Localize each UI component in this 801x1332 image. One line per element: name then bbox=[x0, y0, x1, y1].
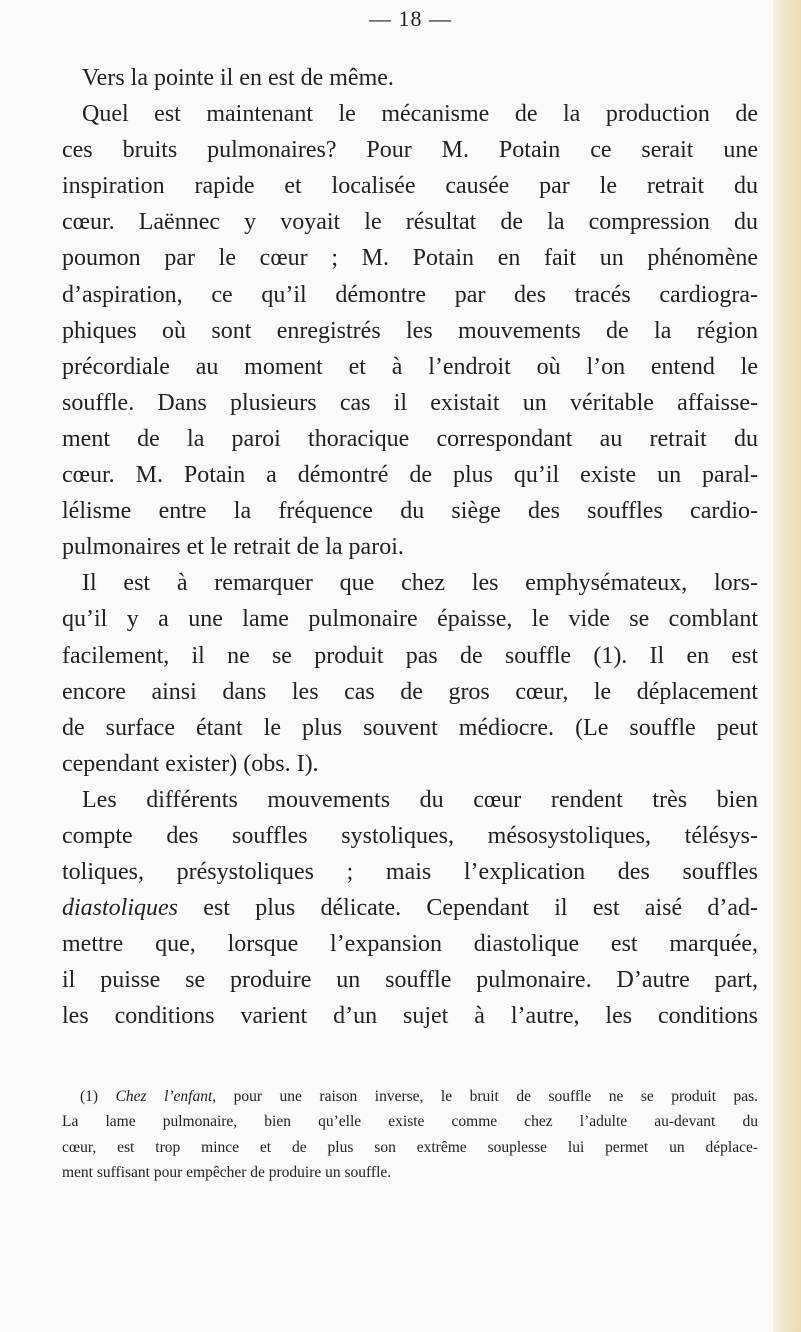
text-line: précordiale au moment et à l’endroit où l’on entend le bbox=[62, 353, 758, 380]
text-line-rest: est plus délicate. Cependant il est aisé d’ad- bbox=[203, 895, 758, 922]
text-line: phiques où sont enregistrés les mouvements de la région bbox=[62, 317, 758, 344]
text-line: lélisme entre la fréquence du siège des souffles cardio- bbox=[62, 498, 758, 525]
footnote-line: cœur, est trop mince et de plus son extrême souplesse lui permet un déplace- bbox=[62, 1138, 758, 1156]
text-line: il puisse se produire un souffle pulmonaire. D’autre part, bbox=[62, 967, 758, 994]
text-line: qu’il y a une lame pulmonaire épaisse, le vide se comblant bbox=[62, 606, 758, 633]
text-line bbox=[62, 890, 758, 926]
text-line: inspiration rapide et localisée causée par le retrait du bbox=[62, 173, 758, 200]
text-line: souffle. Dans plusieurs cas il existait un véritable affaisse- bbox=[62, 389, 758, 416]
footnote-text: pour une raison inverse, le bruit de souffle ne se produit pas. bbox=[233, 1088, 759, 1105]
footnote-line: La lame pulmonaire, bien qu’elle existe comme chez l’adulte au-devant du bbox=[62, 1113, 758, 1131]
footnote-line bbox=[62, 1084, 758, 1109]
text-line: cependant exister) (obs. I). bbox=[62, 750, 319, 777]
text-line: mettre que, lorsque l’expansion diastolique est marquée, bbox=[62, 931, 758, 958]
text-line: Les différents mouvements du cœur rendent très bien bbox=[82, 786, 758, 813]
text-line: de surface étant le plus souvent médiocre. (Le souffle peut bbox=[62, 714, 758, 741]
footnote-italic: Chez l’enfant, bbox=[115, 1088, 217, 1105]
text-line: Il est à remarquer que chez les emphysémateux, lors- bbox=[82, 570, 758, 597]
page-number: — 18 — bbox=[369, 6, 452, 31]
footnote bbox=[62, 1084, 758, 1185]
text-line: ces bruits pulmonaires? Pour M. Potain ce serait une bbox=[62, 137, 758, 164]
text-line: encore ainsi dans les cas de gros cœur, le déplacement bbox=[62, 678, 758, 705]
text-line: pulmonaires et le retrait de la paroi. bbox=[62, 534, 404, 561]
text-line: cœur. Laënnec y voyait le résultat de la compression du bbox=[62, 209, 758, 236]
text-line: les conditions varient d’un sujet à l’autre, les conditions bbox=[62, 1003, 758, 1030]
text-line: toliques, présystoliques ; mais l’explication des souffles bbox=[62, 859, 758, 886]
page-edge bbox=[773, 0, 801, 1332]
text-line: Vers la pointe il en est de même. bbox=[82, 65, 394, 91]
text-line: compte des souffles systoliques, mésosystoliques, télésys- bbox=[62, 822, 758, 849]
footnote-line: ment suffisant pour empêcher de produire un souffle. bbox=[62, 1163, 392, 1181]
text-line: facilement, il ne se produit pas de souffle (1). Il en est bbox=[62, 642, 758, 669]
text-line: Quel est maintenant le mécanisme de la production de bbox=[82, 101, 758, 128]
italic-word: diastoliques bbox=[62, 895, 179, 922]
text-line: d’aspiration, ce qu’il démontre par des tracés cardiogra- bbox=[62, 281, 758, 308]
text-line: poumon par le cœur ; M. Potain en fait un phénomène bbox=[62, 245, 758, 272]
body-text bbox=[62, 60, 758, 1035]
text-line: ment de la paroi thoracique correspondant au retrait du bbox=[62, 425, 758, 452]
text-line: cœur. M. Potain a démontré de plus qu’il existe un paral- bbox=[62, 462, 758, 489]
footnote-marker: (1) bbox=[80, 1088, 99, 1105]
